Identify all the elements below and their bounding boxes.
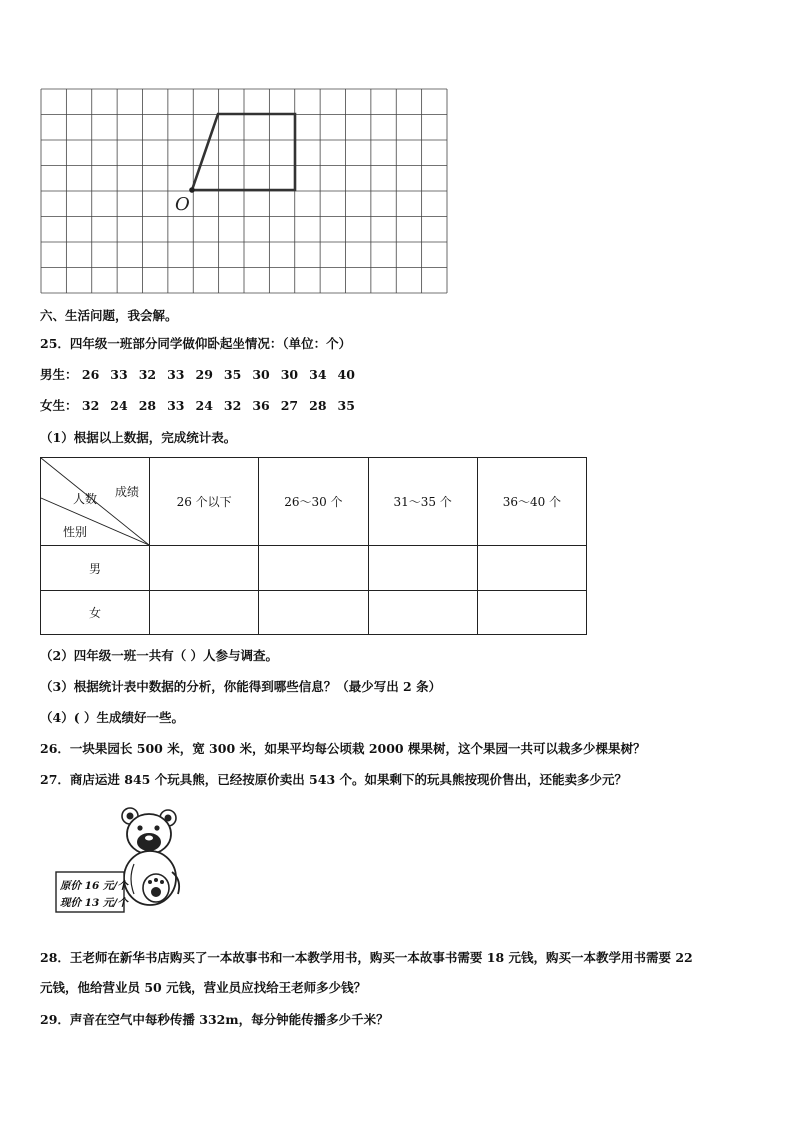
boys-value: 32: [138, 367, 157, 382]
answer-cell[interactable]: [477, 591, 586, 635]
table-corner-cell: [41, 458, 150, 546]
boys-values: [82, 367, 366, 382]
answer-cell[interactable]: [150, 591, 259, 635]
header-cell: 31～35 个: [368, 458, 477, 546]
girls-value: 32: [223, 398, 242, 413]
q25-sub2: （2）四年级一班一共有（ ）人参与调查。: [40, 648, 279, 663]
row-label-girls: 女: [41, 591, 150, 635]
corner-label-score: 成绩: [115, 485, 140, 499]
origin-label: O: [175, 194, 190, 215]
answer-cell[interactable]: [259, 546, 368, 591]
table-header-row: [41, 458, 587, 546]
statistics-table: [40, 457, 587, 635]
parallelogram-shape: [192, 114, 295, 190]
q27-text: 27．商店运进 845 个玩具熊，已经按原价卖出 543 个。如果剩下的玩具熊按现价售出，还能卖多少元？: [40, 772, 627, 787]
answer-cell[interactable]: [477, 546, 586, 591]
answer-cell[interactable]: [368, 546, 477, 591]
girls-data-row: [40, 396, 366, 414]
section-6-heading: 六、生活问题，我会解。: [40, 308, 178, 323]
girls-values: [82, 398, 366, 413]
girls-value: 27: [280, 398, 299, 413]
girls-value: 24: [195, 398, 213, 413]
boys-value: 29: [195, 367, 213, 382]
answer-cell[interactable]: [150, 546, 259, 591]
header-cell: 36～40 个: [477, 458, 586, 546]
original-price-text: 原价 16 元/个: [60, 880, 128, 892]
q26-text: 26．一块果园长 500 米，宽 300 米，如果平均每公顷栽 2000 棵果树，这个果园一共可以栽多少棵果树？: [40, 741, 646, 756]
table-row-boys: [41, 546, 587, 591]
q25-sub3: （3）根据统计表中数据的分析，你能得到哪些信息？（最少写出 2 条）: [40, 679, 442, 694]
boys-data-row: [40, 365, 366, 383]
teddy-bear-illustration: [54, 806, 184, 916]
table-row-girls: [41, 591, 587, 635]
origin-point: [189, 187, 195, 193]
q29-text: 29．声音在空气中每秒传播 332m，每分钟能传播多少千米？: [40, 1012, 389, 1027]
girls-value: 36: [252, 398, 270, 413]
header-cell: 26～30 个: [259, 458, 368, 546]
boys-value: 26: [81, 367, 100, 382]
current-price-text: 现价 13 元/个: [60, 897, 128, 909]
girls-value: 28: [309, 398, 327, 413]
row-label-boys: 男: [41, 546, 150, 591]
answer-cell[interactable]: [259, 591, 368, 635]
girls-value: 33: [167, 398, 185, 413]
boys-value: 30: [280, 367, 299, 382]
boys-value: 40: [337, 367, 355, 382]
girls-value: 24: [110, 398, 128, 413]
girls-value: 28: [138, 398, 157, 413]
girls-value: 35: [337, 398, 355, 413]
girls-label: 女生：: [40, 398, 78, 413]
q25-text: 25．四年级一班部分同学做仰卧起坐情况：（单位：个）: [40, 336, 352, 351]
answer-cell[interactable]: [368, 591, 477, 635]
q25-sub1: （1）根据以上数据，完成统计表。: [40, 430, 237, 445]
q28-text-line1: 28．王老师在新华书店购买了一本故事书和一本教学用书，购买一本故事书需要 18 元钱，购买一本教学用书需要 22: [40, 950, 693, 965]
header-cell: 26 个以下: [150, 458, 259, 546]
corner-label-count: 人数: [73, 492, 98, 506]
q25-sub4: （4）( ）生成绩好一些。: [40, 710, 184, 725]
corner-label-gender: 性别: [63, 525, 88, 539]
boys-value: 33: [110, 367, 128, 382]
boys-value: 30: [252, 367, 270, 382]
q28-text-line2: 元钱，他给营业员 50 元钱，营业员应找给王老师多少钱？: [40, 980, 367, 995]
girls-value: 32: [81, 398, 100, 413]
parallelogram-grid: [40, 88, 450, 298]
boys-value: 34: [309, 367, 327, 382]
boys-value: 35: [223, 367, 242, 382]
boys-label: 男生：: [40, 367, 78, 382]
boys-value: 33: [167, 367, 185, 382]
